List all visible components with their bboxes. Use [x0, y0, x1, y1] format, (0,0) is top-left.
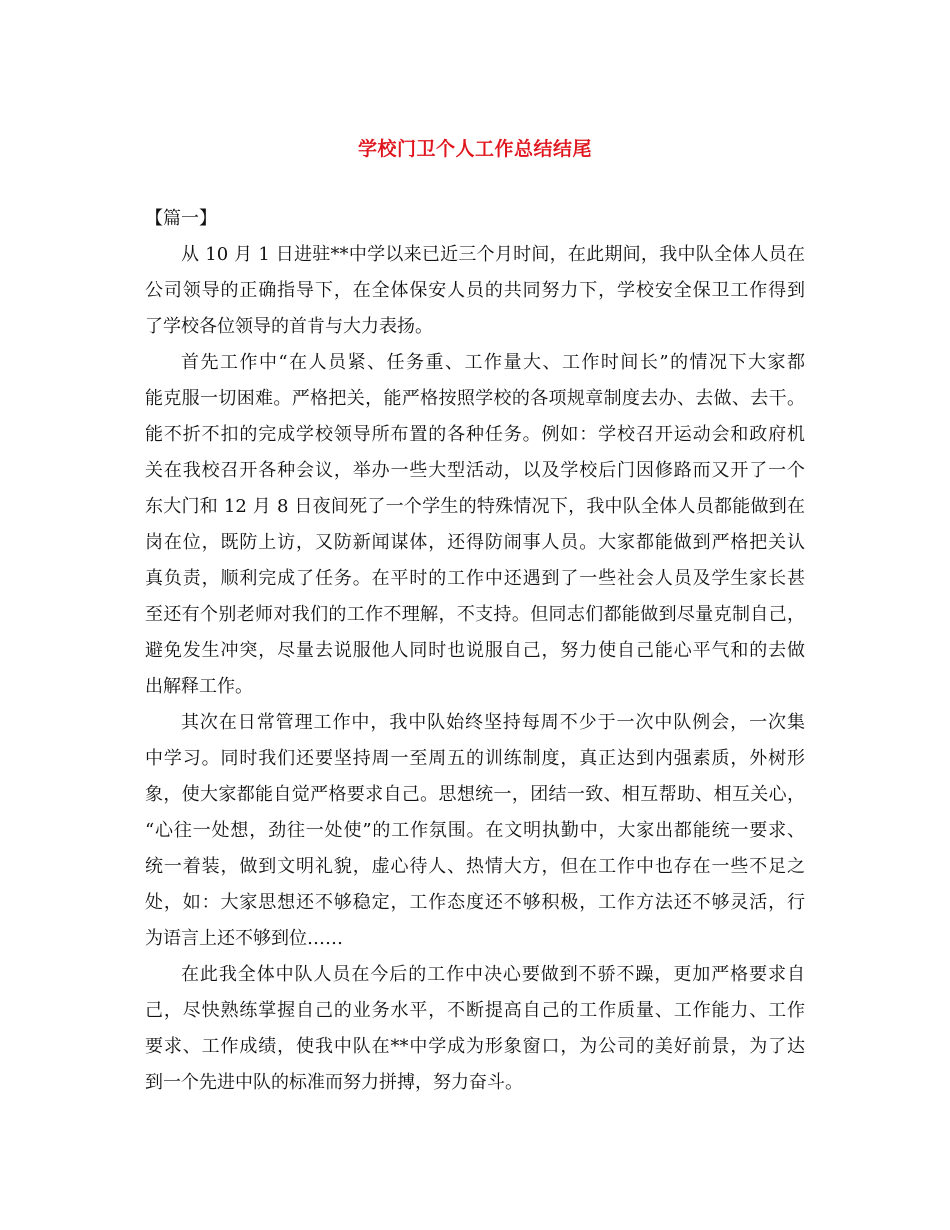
paragraph-3-line-6: 处，如：大家思想还不够稳定，工作态度还不够积极，工作方法还不够灵活，行: [145, 892, 805, 913]
paragraph-2-line-4: 关在我校召开各种会议，举办一些大型活动，以及学校后门因修路而又开了一个: [145, 460, 805, 481]
paragraph-3-line-7: 为语言上还不够到位……: [145, 928, 343, 949]
paragraph-2-line-2: 能克服一切困难。严格把关，能严格按照学校的各项规章制度去办、去做、去干。: [145, 388, 805, 409]
paragraph-3-line-5: 统一着装，做到文明礼貌，虚心待人、热情大方，但在工作中也存在一些不足之: [145, 856, 805, 877]
paragraph-4-line-4: 到一个先进中队的标准而努力拼搏，努力奋斗。: [145, 1072, 523, 1093]
paragraph-3-line-2: 中学习。同时我们还要坚持周一至周五的训练制度，真正达到内强素质，外树形: [145, 748, 805, 769]
paragraph-2-line-9: 避免发生冲突，尽量去说服他人同时也说服自己，努力使自己能心平气和的去做: [145, 640, 805, 661]
section-label: 【篇一】: [145, 208, 217, 229]
paragraph-2-line-10: 出解释工作。: [145, 676, 253, 697]
paragraph-3-line-1: 其次在日常管理工作中，我中队始终坚持每周不少于一次中队例会，一次集: [181, 712, 805, 733]
paragraph-3-line-4: “心往一处想，劲往一处使”的工作氛围。在文明执勤中，大家出都能统一要求、: [145, 820, 805, 841]
paragraph-3-line-3: 象，使大家都能自觉严格要求自己。思想统一，团结一致、相互帮助、相互关心，: [145, 784, 805, 805]
paragraph-2-line-7: 真负责，顺利完成了任务。在平时的工作中还遇到了一些社会人员及学生家长甚: [145, 568, 805, 589]
page-title: 学校门卫个人工作总结结尾: [357, 138, 592, 160]
paragraph-2-line-5: 东大门和 12 月 8 日夜间死了一个学生的特殊情况下，我中队全体人员都能做到在: [145, 496, 805, 517]
paragraph-2-line-3: 能不折不扣的完成学校领导所布置的各种任务。例如：学校召开运动会和政府机: [145, 424, 805, 445]
paragraph-1-line-1: 从 10 月 1 日进驻**中学以来已近三个月时间，在此期间，我中队全体人员在: [181, 244, 805, 265]
paragraph-2-line-8: 至还有个别老师对我们的工作不理解，不支持。但同志们都能做到尽量克制自己，: [145, 604, 805, 625]
paragraph-4-line-3: 要求、工作成绩，使我中队在**中学成为形象窗口，为公司的美好前景，为了达: [145, 1036, 805, 1057]
paragraph-2-line-1: 首先工作中“在人员紧、任务重、工作量大、工作时间长”的情况下大家都: [181, 352, 805, 373]
paragraph-2-line-6: 岗在位，既防上访，又防新闻谋体，还得防闹事人员。大家都能做到严格把关认: [145, 532, 805, 553]
paragraph-4-line-1: 在此我全体中队人员在今后的工作中决心要做到不骄不躁，更加严格要求自: [181, 964, 805, 985]
paragraph-4-line-2: 己，尽快熟练掌握自己的业务水平，不断提高自己的工作质量、工作能力、工作: [145, 1000, 805, 1021]
paragraph-1-line-3: 了学校各位领导的首肯与大力表扬。: [145, 316, 433, 337]
paragraph-1-line-2: 公司领导的正确指导下，在全体保安人员的共同努力下，学校安全保卫工作得到: [145, 280, 805, 301]
